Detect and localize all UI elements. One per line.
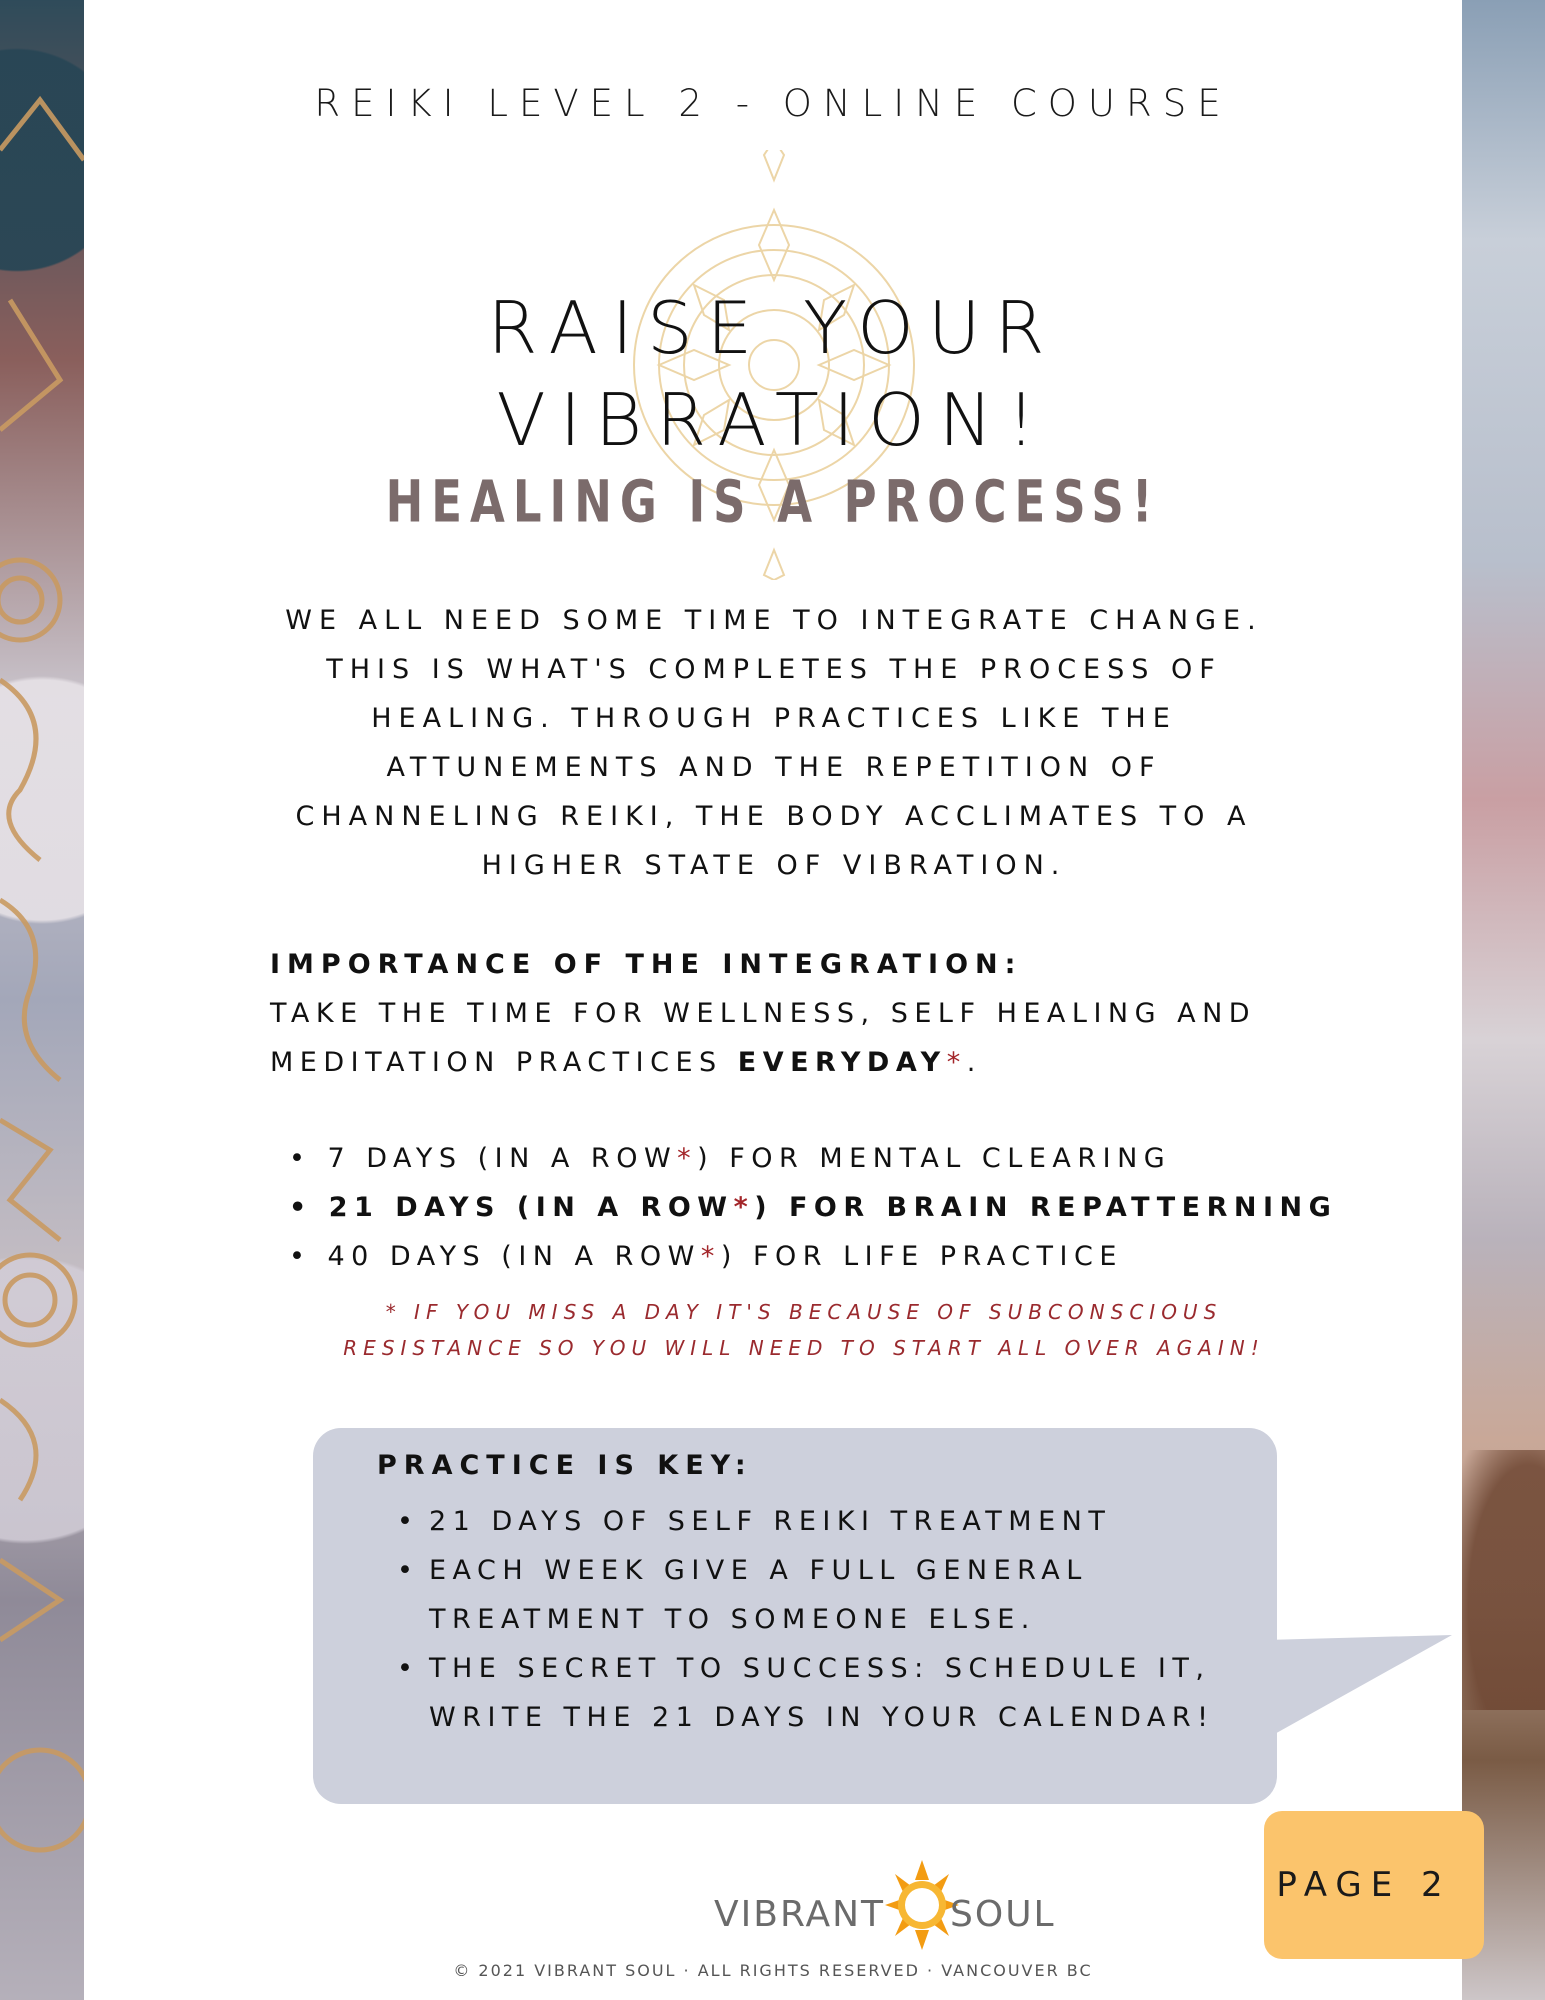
page-number: PAGE 2	[1276, 1865, 1452, 1905]
logo-word-2: SOUL	[950, 1894, 1056, 1935]
intro-line: THIS IS WHAT'S COMPLETES THE PROCESS OF	[326, 654, 1222, 685]
asterisk: *	[700, 1241, 721, 1272]
headline	[84, 282, 1462, 466]
intro-line: CHANNELING REIKI, THE BODY ACCLIMATES TO A	[295, 801, 1253, 832]
list-item	[289, 1183, 1439, 1232]
list-item-text: ) FOR LIFE PRACTICE	[720, 1241, 1123, 1272]
integration-line-2-suffix: .	[966, 1047, 982, 1078]
everyday-emphasis: EVERYDAY	[737, 1047, 947, 1078]
headline-line-2: VIBRATION!	[496, 378, 1050, 462]
asterisk: *	[733, 1192, 755, 1223]
practice-heading: PRACTICE IS KEY:	[377, 1450, 753, 1481]
list-item	[289, 1134, 1439, 1183]
headline-line-1: RAISE YOUR	[487, 286, 1059, 370]
tagline: HEALING IS A PROCESS!	[385, 468, 1161, 536]
integration-line-1: TAKE THE TIME FOR WELLNESS, SELF HEALING AND	[270, 998, 1257, 1029]
sun-icon	[885, 1860, 959, 1950]
list-item-text: 40 DAYS (IN A ROW	[327, 1241, 701, 1272]
list-item-text: 7 DAYS (IN A ROW	[327, 1143, 678, 1174]
integration-section	[270, 940, 1410, 1087]
integration-heading: IMPORTANCE OF THE INTEGRATION:	[270, 949, 1023, 980]
document-page	[84, 0, 1462, 2000]
intro-line: WE ALL NEED SOME TIME TO INTEGRATE CHANGE.	[285, 605, 1263, 636]
footnote	[274, 1294, 1334, 1366]
list-item: • 21 DAYS OF SELF REIKI TREATMENT	[397, 1497, 1217, 1546]
right-decorative-strip	[1462, 0, 1545, 2000]
page-number-tab	[1264, 1811, 1484, 1959]
speech-bubble-tail	[1264, 1630, 1464, 1750]
copyright: © 2021 VIBRANT SOUL · ALL RIGHTS RESERVED · VANCOUVER BC	[453, 1961, 1093, 1980]
list-item	[289, 1232, 1439, 1281]
intro-line: ATTUNEMENTS AND THE REPETITION OF	[386, 752, 1162, 783]
course-title: REIKI LEVEL 2 - ONLINE COURSE	[314, 82, 1232, 125]
footnote-line-2: RESISTANCE SO YOU WILL NEED TO START ALL OVER AGAIN!	[343, 1336, 1265, 1360]
intro-line: HIGHER STATE OF VIBRATION.	[481, 850, 1067, 881]
intro-line: HEALING. THROUGH PRACTICES LIKE THE	[371, 703, 1177, 734]
list-item: • THE SECRET TO SUCCESS: SCHEDULE IT, WRITE THE 21 DAYS IN YOUR CALENDAR!	[397, 1644, 1217, 1742]
list-item: • EACH WEEK GIVE A FULL GENERAL TREATMENT TO SOMEONE ELSE.	[397, 1546, 1217, 1644]
days-list	[289, 1134, 1439, 1281]
integration-line-2	[270, 1038, 1410, 1087]
list-item-text: ) FOR BRAIN REPATTERNING	[754, 1192, 1338, 1223]
asterisk: *	[946, 1047, 967, 1078]
list-item-text: ) FOR MENTAL CLEARING	[697, 1143, 1172, 1174]
vibrant-soul-logo	[714, 1854, 1094, 1950]
footnote-line-1: * IF YOU MISS A DAY IT'S BECAUSE OF SUBCONSCIOUS	[385, 1300, 1223, 1324]
list-item-text: 21 DAYS (IN A ROW	[328, 1192, 734, 1223]
integration-line-2-prefix: MEDITATION PRACTICES	[270, 1047, 738, 1078]
practice-list	[397, 1497, 1217, 1742]
left-decorative-strip	[0, 0, 84, 2000]
mandala-pattern-icon	[0, 0, 84, 2000]
intro-paragraph	[254, 596, 1294, 890]
logo-word-1: VIBRANT	[714, 1894, 886, 1935]
asterisk: *	[677, 1143, 698, 1174]
practice-callout	[313, 1428, 1277, 1804]
